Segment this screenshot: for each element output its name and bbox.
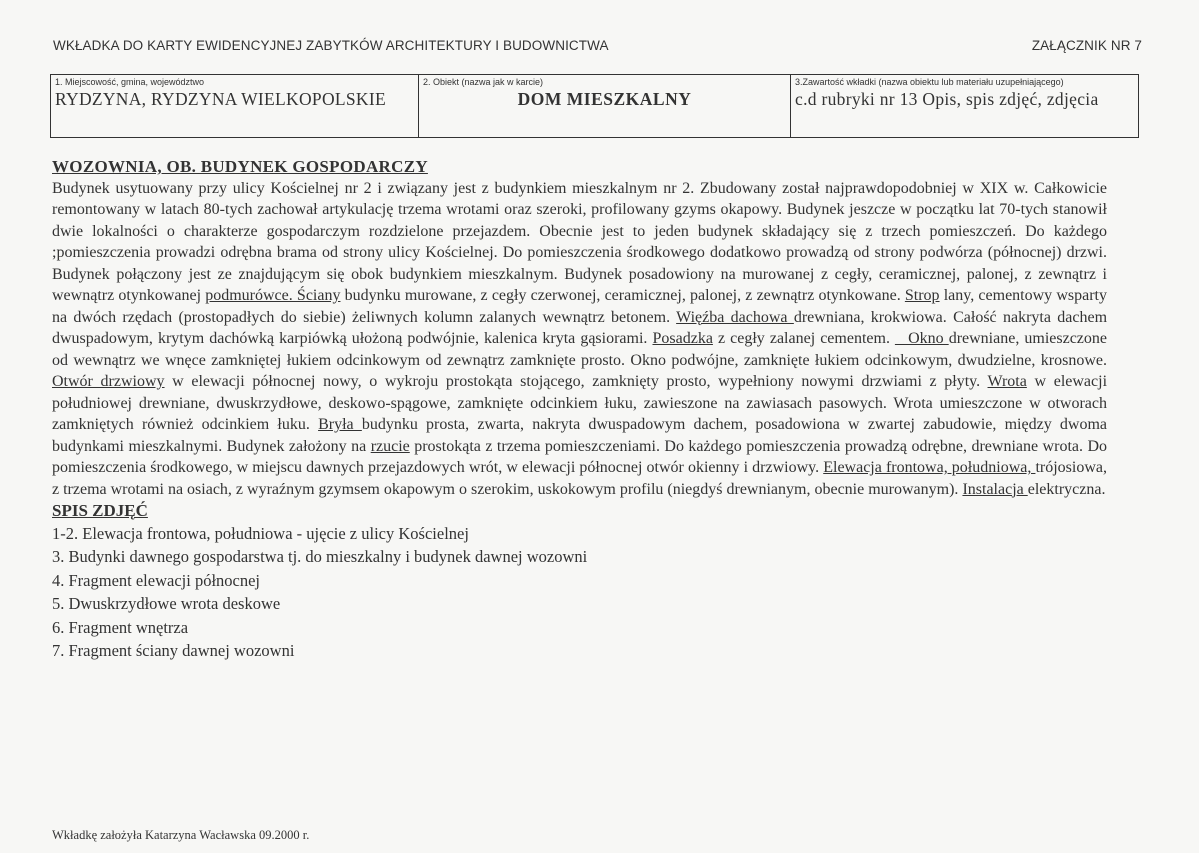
underlined-term: Posadzka — [652, 330, 713, 347]
description-text: w elewacji północnej nowy, o wykroju prostokąta stojącego, zamknięty prosto, wypełniony nowymi drzwiami z płyty. — [164, 373, 988, 390]
description-text: drewniane, umieszczone od wewnątrz we wnęce zamkniętej łukiem odcinkowym od zewnątrz zamknięte prosto. Okno podwójne, zamknięte łukiem odcinkowym, dwudzielne, krosnowe. — [52, 330, 1108, 369]
description-text: prostokąta z trzema pomieszczeniami. Do każdego pomieszczenia prowadzą odrębne, drewniane wrota. Do pomieszczenia środkowego, w miejscu dawnych przejazdowych wrót, w elewacji północnej otwór okienny i drzwiowy. — [52, 437, 1108, 476]
description-paragraph — [52, 178, 1107, 501]
main-content — [52, 156, 1107, 663]
photo-list — [52, 522, 1107, 663]
document-header — [53, 38, 1142, 53]
description-text: drewniana, krokwiowa. Całość nakryta dachem dwuspadowym, krytym dachówką karpiówką ułożoną podwójnie, kalenica kryta gąsiorami. — [52, 308, 1108, 347]
footer-note: Wkładkę założyła Katarzyna Wacławska 09.2000 r. — [52, 828, 310, 842]
description-text: Budynek usytuowany przy ulicy Kościelnej nr 2 i związany jest z budynkiem mieszkalnym nr 2. Zbudowany został najprawdopodobniej w XIX w. Całkowicie remontowany w latach 80-tych zachował artykulację trzema wrotami oraz szeroki, profilowany gzyms okapowy. Budynek jeszcze w początku lat 70-tych stanowił dwie lokalności o charakterze gospodarczym rozdzielone przejazdem. Obecnie jest to jeden budynek składający się z trzech pomieszczeń. Do każdego ;pomieszczenia prowadzi odrębna brama od strony ulicy Kościelnej. Do pomieszczenia środkowego dodatkowo prowadzą od strony podwórza (północnej) drzwi. Budynek połączony jest ze znajdującym się obok budynkiem mieszkalnym. Budynek posadowiony na murowanej z cegły, ceramicznej, palonej, z zewnątrz i wewnątrz otynkowanej — [52, 179, 1107, 304]
underlined-term: _ Okno — [895, 330, 949, 347]
field-location — [51, 75, 418, 137]
description-text: lany, cementowy wsparty na dwóch rzędach (prostopadłych do siebie) żeliwnych kolumn zalanych wewnątrz betonem. — [52, 287, 1108, 326]
underlined-term: podmurówce. Ściany — [205, 287, 341, 304]
photo-list-title: SPIS ZDJĘĆ — [52, 501, 148, 520]
photo-list-item: 3. Budynki dawnego gospodarstwa tj. do mieszkalny i budynek dawnej wozowni — [52, 547, 588, 566]
underlined-term: Wrota — [987, 373, 1027, 390]
description-text: w elewacji południowej drewniane, dwuskrzydłowe, deskowo-spągowe, zamknięte odcinkiem łuku, zawieszone na zawiasach pasowych. Wrota umieszczone w otworach zamkniętych również odcinkiem łuku. — [52, 373, 1108, 433]
field-contents — [790, 75, 1138, 137]
description-text: budynku murowane, z cegły czerwonej, ceramicznej, palonej, z zewnątrz otynkowane. — [340, 287, 905, 304]
field-location-value: RYDZYNA, RYDZYNA WIELKOPOLSKIE — [55, 89, 386, 109]
section-title: WOZOWNIA, OB. BUDYNEK GOSPODARCZY — [52, 157, 428, 176]
underlined-term: Instalacja — [962, 480, 1028, 498]
field-contents-label: 3.Zawartość wkładki (nazwa obiektu lub materiału uzupełniającego) — [795, 77, 1064, 87]
underlined-term: Więźba dachowa — [676, 308, 794, 326]
field-object-value: DOM MIESZKALNY — [517, 89, 692, 109]
form-fields-table — [50, 74, 1139, 138]
field-contents-value: c.d rubryki nr 13 Opis, spis zdjęć, zdjęcia — [795, 89, 1099, 109]
description-text: elektryczna. — [1027, 480, 1106, 498]
attachment-number: ZAŁĄCZNIK NR 7 — [1031, 38, 1142, 53]
photo-list-item: 1-2. Elewacja frontowa, południowa - ujęcie z ulicy Kościelnej — [52, 523, 469, 543]
underlined-term: rzucie — [370, 437, 410, 455]
photo-list-item: 7. Fragment ściany dawnej wozowni — [52, 641, 295, 660]
underlined-term: Strop — [904, 287, 940, 304]
photo-list-item: 6. Fragment wnętrza — [52, 617, 189, 637]
underlined-term: Bryła — [318, 416, 362, 433]
header-title: WKŁADKA DO KARTY EWIDENCYJNEJ ZABYTKÓW ARCHITEKTURY I BUDOWNICTWA — [53, 38, 609, 53]
underlined-term: Otwór drzwiowy — [52, 373, 165, 390]
field-object — [418, 75, 790, 137]
description-text: z cegły zalanej cementem. — [712, 330, 896, 347]
photo-list-item: 5. Dwuskrzydłowe wrota deskowe — [52, 594, 281, 613]
photo-list-item: 4. Fragment elewacji północnej — [52, 570, 261, 590]
field-location-label: 1. Miejscowość, gmina, województwo — [55, 77, 205, 87]
description-text: budynku prosta, zwarta, nakryta dwuspadowym dachem, posadowiona w zwartej zabudowie, między dwoma budynkami mieszkalnymi. Budynek założony na — [52, 416, 1108, 455]
underlined-term: Elewacja frontowa, południowa, — [823, 459, 1036, 476]
description-text: trójosiowa, z trzema wrotami na osiach, z wyraźnym gzymsem okapowym o szerokim, uskokowym profilu (niegdyś drewnianym, obecnie murowanym). — [52, 459, 1107, 498]
field-object-label: 2. Obiekt (nazwa jak w karcie) — [423, 77, 544, 87]
